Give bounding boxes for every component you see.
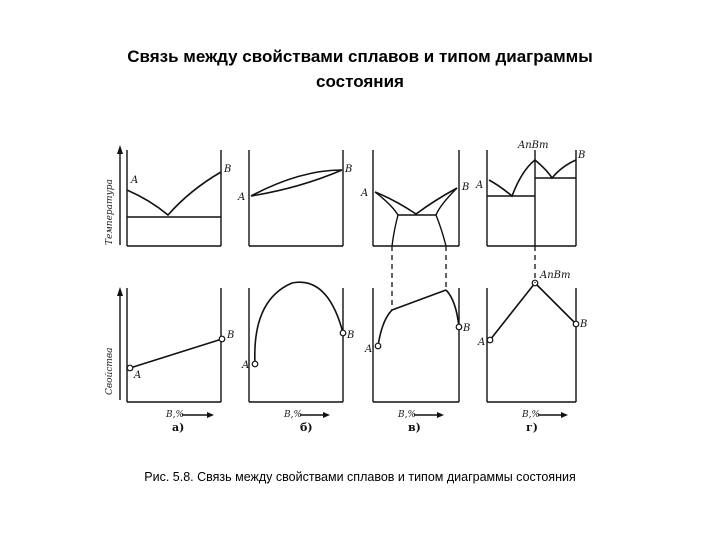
panel-b-sublabel: б): [300, 421, 313, 434]
panel-a-x-label: B,%: [166, 410, 185, 420]
panel-g-bottom-label-b: B: [580, 319, 588, 330]
panel-b-point-b: [340, 330, 346, 336]
panel-g-bottom-label-a: A: [478, 337, 486, 348]
panel-v-point-a: [375, 343, 381, 349]
panel-a-bottom-label-a: A: [134, 370, 142, 381]
panel-v-bottom-label-b: B: [463, 323, 471, 334]
panel-a-top-label-b: B: [224, 164, 232, 175]
panel-v-top-label-b: B: [462, 182, 470, 193]
panel-v-bottom-label-a: A: [365, 344, 373, 355]
panel-v-property-plot: [364, 288, 470, 402]
panel-b-top-label-a: A: [238, 192, 246, 203]
panel-g-property-plot: [477, 270, 587, 402]
panel-a-point-a: [127, 365, 133, 371]
panel-v-sublabel: в): [408, 421, 421, 434]
top-y-axis: [105, 145, 123, 245]
panel-g-point-b: [573, 321, 579, 327]
panel-b: [237, 150, 354, 434]
panel-b-bottom-label-a: A: [242, 360, 250, 371]
panel-g: [475, 140, 587, 434]
title-line-1: Связь между свойствами сплавов и типом диаграммы: [127, 47, 593, 66]
panel-a: [127, 150, 234, 434]
panel-g-top-compound-label: AnBm: [518, 140, 549, 151]
bottom-y-axis-label: Свойства: [105, 347, 115, 395]
panel-b-bottom-label-b: B: [347, 330, 355, 341]
panel-g-point-a: [487, 337, 493, 343]
top-y-axis-label: Температура: [105, 179, 115, 245]
panel-g-sublabel: г): [526, 421, 538, 434]
panel-g-bottom-compound-label: AnBm: [540, 270, 571, 281]
panel-g-phase-diagram: [475, 140, 585, 246]
panel-a-sublabel: а): [172, 421, 185, 434]
panel-a-top-label-a: A: [131, 175, 139, 186]
bottom-y-axis: [105, 287, 123, 400]
panel-g-x-label: B,%: [522, 410, 541, 420]
panel-b-x-label: B,%: [284, 410, 303, 420]
panel-b-top-label-b: B: [345, 164, 353, 175]
panel-b-point-a: [252, 361, 258, 367]
panel-a-bottom-label-b: B: [227, 330, 235, 341]
panel-v-top-label-a: A: [361, 188, 369, 199]
figure-caption: Рис. 5.8. Связь между свойствами сплавов и типом диаграммы состояния: [144, 470, 576, 484]
panel-v: [360, 150, 470, 434]
panel-v-phase-diagram: [360, 150, 469, 246]
panel-b-property-plot: [241, 282, 354, 402]
panel-a-phase-diagram: [127, 150, 231, 246]
panel-g-top-label-a: A: [476, 180, 484, 191]
panel-a-property-plot: [127, 288, 234, 402]
panel-v-x-label: B,%: [398, 410, 417, 420]
panel-g-top-label-b: B: [578, 150, 586, 161]
panel-v-point-b: [456, 324, 462, 330]
panel-b-phase-diagram: [237, 150, 352, 246]
panel-a-point-b: [219, 336, 225, 342]
title-line-2: состояния: [316, 72, 404, 91]
